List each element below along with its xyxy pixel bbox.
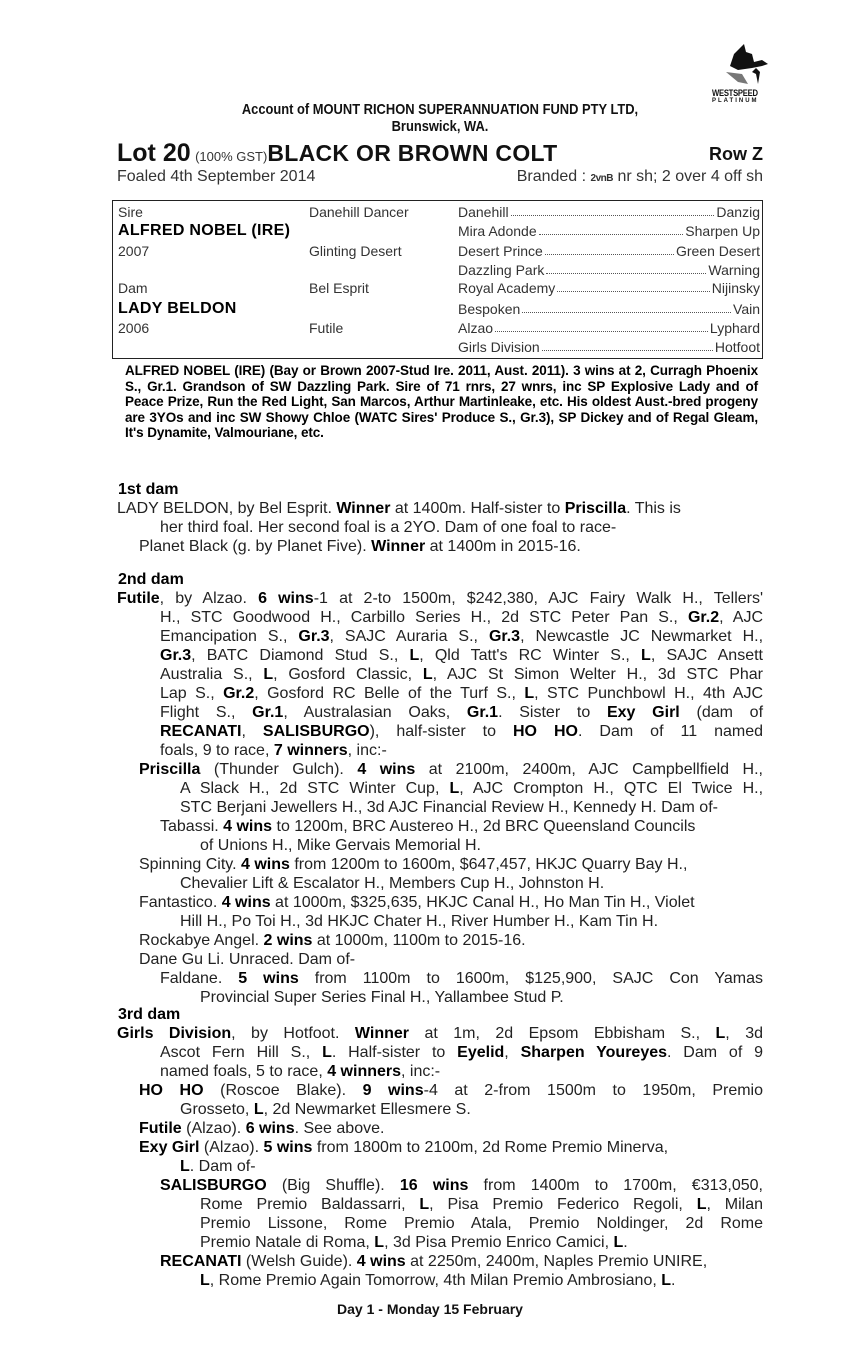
vendor-location: Brunswick, WA. xyxy=(391,118,489,135)
first-dam-produce: Planet Black (g. by Planet Five). Winner at 1400m in 2015-16. xyxy=(139,538,581,555)
produce-recanati: RECANATI (Welsh Guide). 4 wins at 2250m, 2400m, Naples Premio UNIRE, xyxy=(160,1253,708,1270)
sire-year: 2007 xyxy=(118,243,150,259)
produce-faldane: Faldane. 5 wins from 1100m to 1600m, $125,900, SAJC Con Yamas xyxy=(160,970,763,987)
grand-ancestor-row: Dazzling Park Warning xyxy=(458,262,760,278)
row-location: Row Z xyxy=(709,144,763,164)
sire-summary: ALFRED NOBEL (IRE) (Bay or Brown 2007-Stud Ire. 2011, Aust. 2011). 3 wins at 2, Curragh Phoenix S., Gr.1. Grandson of SW Dazzling Park. Sire of 71 rnrs, 27 wnrs, inc SP Explosive Lady and of Peace Prize, Run the Red Light, San Marcos, Arthur Martinleake, etc. His oldest Aust.-bred progeny are 3YOs and inc SW Showy Chloe (WATC Sires' Produce S., Gr.3), SP Dickey and of Regal Gleam, It's Dynamite, Valmouriane, etc. xyxy=(125,363,758,440)
lot-title-line xyxy=(117,139,763,167)
sire-dam: Glinting Desert xyxy=(309,243,402,259)
third-dam-heading: 3rd dam xyxy=(118,1006,181,1023)
grand-ancestor-row: Mira Adonde Sharpen Up xyxy=(458,223,760,239)
produce-ho-ho: Grosseto, L, 2d Newmarket Ellesmere S. xyxy=(180,1101,471,1118)
second-dam-line: foals, 9 to race, 7 winners, inc:- xyxy=(160,742,387,759)
third-dam-line: Ascot Fern Hill S., L. Half-sister to Eyelid, Sharpen Youreyes. Dam of 9 xyxy=(160,1044,764,1061)
horse-racing-icon xyxy=(708,44,774,88)
second-dam-line: Emancipation S., Gr.3, SAJC Auraria S., Gr.3, Newcastle JC Newmarket H., xyxy=(160,628,764,645)
produce-futile: Futile (Alzao). 6 wins. See above. xyxy=(139,1120,385,1137)
second-dam-line: Australia S., L, Gosford Classic, L, AJC St Simon Welter H., 3d STC Phar xyxy=(160,666,764,683)
grand-ancestor-row: Girls Division Hotfoot xyxy=(458,339,760,355)
produce-fantastico: Hill H., Po Toi H., 3d HKJC Chater H., River Humber H., Kam Tin H. xyxy=(180,913,659,930)
dam-dam: Futile xyxy=(309,320,344,336)
branded-detail: nr sh; 2 over 4 off sh xyxy=(617,168,763,185)
produce-salisburgo: Premio Natale di Roma, L, 3d Pisa Premio Enrico Camici, L. xyxy=(200,1234,628,1251)
grand-ancestor-row: Danehill Danzig xyxy=(458,204,760,220)
logo-subtitle: PLATINUM xyxy=(712,98,759,104)
sire-sire: Danehill Dancer xyxy=(309,204,409,220)
third-dam-line: named foals, 5 to race, 4 winners, inc:- xyxy=(160,1063,441,1080)
produce-ho-ho: HO HO (Roscoe Blake). 9 wins-4 at 2-from 1500m to 1950m, Premio xyxy=(139,1082,764,1099)
produce-priscilla: STC Berjani Jewellers H., 3d AJC Financial Review H., Kennedy H. Dam of- xyxy=(180,799,718,816)
produce-exy-girl: L. Dam of- xyxy=(180,1158,256,1175)
third-dam-line: Girls Division, by Hotfoot. Winner at 1m, 2d Epsom Ebbisham S., L, 3d xyxy=(117,1025,763,1042)
dam-sire: Bel Esprit xyxy=(309,280,369,296)
grand-ancestor-row: Bespoken Vain xyxy=(458,301,760,317)
second-dam-line: Gr.3, BATC Diamond Stud S., L, Qld Tatt's RC Winter S., L, SAJC Ansett xyxy=(160,647,763,664)
first-dam-heading: 1st dam xyxy=(118,481,179,498)
produce-rockabye-angel: Rockabye Angel. 2 wins at 1000m, 1100m to 2015-16. xyxy=(139,932,526,949)
produce-exy-girl: Exy Girl (Alzao). 5 wins from 1800m to 2100m, 2d Rome Premio Minerva, xyxy=(139,1139,669,1156)
produce-spinning-city: Spinning City. 4 wins from 1200m to 1600m, $647,457, HKJC Quarry Bay H., xyxy=(139,856,688,873)
first-dam-line: her third foal. Her second foal is a 2YO. Dam of one foal to race- xyxy=(160,519,617,536)
sire-label: Sire xyxy=(118,204,143,220)
brand-mark-icon: 2vnB xyxy=(590,173,613,184)
produce-dane-gu-li: Dane Gu Li. Unraced. Dam of- xyxy=(139,951,356,968)
produce-salisburgo: Premio Lissone, Rome Premio Atala, Premio Noldinger, 2d Rome xyxy=(200,1215,763,1232)
westspeed-platinum-logo xyxy=(708,44,774,108)
produce-salisburgo: Rome Premio Baldassarri, L, Pisa Premio Federico Regoli, L, Milan xyxy=(200,1196,764,1213)
produce-fantastico: Fantastico. 4 wins at 1000m, $325,635, HKJC Canal H., Ho Man Tin H., Violet xyxy=(139,894,695,911)
lot-description: BLACK OR BROWN COLT xyxy=(267,140,558,166)
grand-ancestor-row: Desert Prince Green Desert xyxy=(458,243,760,259)
sire-name: ALFRED NOBEL (IRE) xyxy=(118,222,291,239)
produce-salisburgo: SALISBURGO (Big Shuffle). 16 wins from 1400m to 1700m, €313,050, xyxy=(160,1177,763,1194)
pedigree-table xyxy=(112,200,763,359)
gst-note: (100% GST) xyxy=(195,149,268,164)
second-dam-line: Futile, by Alzao. 6 wins-1 at 2-to 1500m, $242,380, AJC Fairy Walk H., Tellers' xyxy=(117,590,764,607)
second-dam-line: H., STC Goodwood H., Carbillo Series H., 2d STC Peter Pan S., Gr.2, AJC xyxy=(160,609,764,626)
dam-name: LADY BELDON xyxy=(118,300,237,317)
branded-info xyxy=(517,168,763,186)
produce-tabassi: of Unions H., Mike Gervais Memorial H. xyxy=(200,837,481,854)
lot-number: Lot 20 xyxy=(117,139,191,167)
produce-priscilla: A Slack H., 2d STC Winter Cup, L, AJC Crompton H., QTC El Twice H., xyxy=(180,780,764,797)
branded-label: Branded : xyxy=(516,168,587,185)
second-dam-line: RECANATI, SALISBURGO), half-sister to HO HO. Dam of 11 named xyxy=(160,723,763,740)
produce-faldane: Provincial Super Series Final H., Yallambee Stud P. xyxy=(200,989,564,1006)
produce-spinning-city: Chevalier Lift & Escalator H., Members Cup H., Johnston H. xyxy=(180,875,605,892)
second-dam-line: Lap S., Gr.2, Gosford RC Belle of the Turf S., L, STC Punchbowl H., 4th AJC xyxy=(160,685,764,702)
grand-ancestor-row: Alzao Lyphard xyxy=(458,320,760,336)
grand-ancestor-row: Royal Academy Nijinsky xyxy=(458,280,760,296)
dam-label: Dam xyxy=(118,280,148,296)
logo-wordmark: WESTSPEED xyxy=(712,88,758,98)
produce-recanati: L, Rome Premio Again Tomorrow, 4th Milan Premio Ambrosiano, L. xyxy=(200,1272,676,1289)
produce-tabassi: Tabassi. 4 wins to 1200m, BRC Austereo H., 2d BRC Queensland Councils xyxy=(160,818,696,835)
second-dam-heading: 2nd dam xyxy=(118,571,184,588)
first-dam-line: LADY BELDON, by Bel Esprit. Winner at 1400m. Half-sister to Priscilla. This is xyxy=(117,500,681,517)
vendor-account xyxy=(165,101,715,135)
dam-year: 2006 xyxy=(118,320,150,336)
sale-day-footer: Day 1 - Monday 15 February xyxy=(337,1301,523,1317)
second-dam-line: Flight S., Gr.1, Australasian Oaks, Gr.1. Sister to Exy Girl (dam of xyxy=(160,704,764,721)
vendor-name: Account of MOUNT RICHON SUPERANNUATION FUND PTY LTD, xyxy=(241,101,639,118)
foaled-date: Foaled 4th September 2014 xyxy=(117,168,316,185)
produce-priscilla: Priscilla (Thunder Gulch). 4 wins at 2100m, 2400m, AJC Campbellfield H., xyxy=(139,761,764,778)
